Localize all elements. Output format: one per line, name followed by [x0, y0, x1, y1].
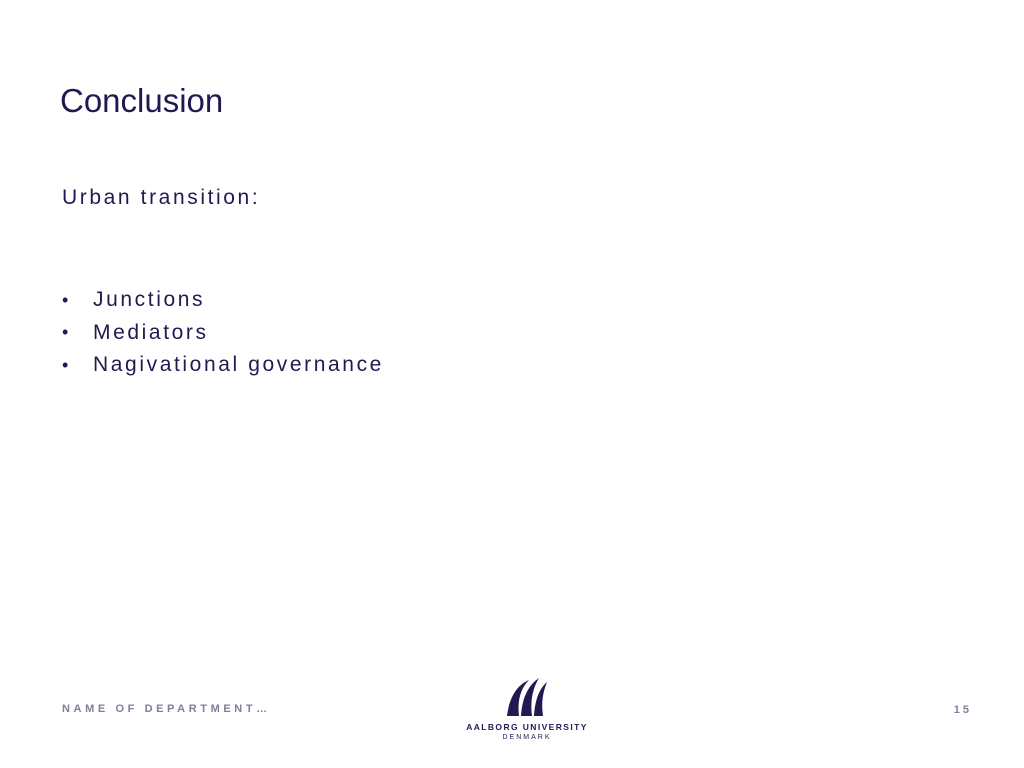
bullet-text: Nagivational governance [93, 353, 384, 377]
bullet-item [62, 284, 384, 317]
bullet-item [62, 349, 384, 382]
footer-department: NAME OF DEPARTMENT… [62, 703, 271, 715]
bullet-icon: • [62, 322, 69, 343]
slide-title: Conclusion [60, 82, 224, 119]
bullet-icon: • [62, 289, 69, 310]
bullet-text: Mediators [93, 320, 209, 344]
bullet-icon: • [62, 354, 69, 375]
logo-country: DENMARK [502, 734, 552, 741]
bullet-text: Junctions [93, 288, 206, 312]
slide-subtitle: Urban transition: [62, 186, 261, 209]
logo-university-name: AALBORG UNIVERSITY [466, 722, 588, 732]
bullet-item [62, 317, 384, 350]
page-number: 15 [953, 704, 972, 716]
aau-wave-logo-icon [505, 674, 549, 718]
bullet-list [62, 284, 384, 382]
university-logo [462, 674, 592, 754]
